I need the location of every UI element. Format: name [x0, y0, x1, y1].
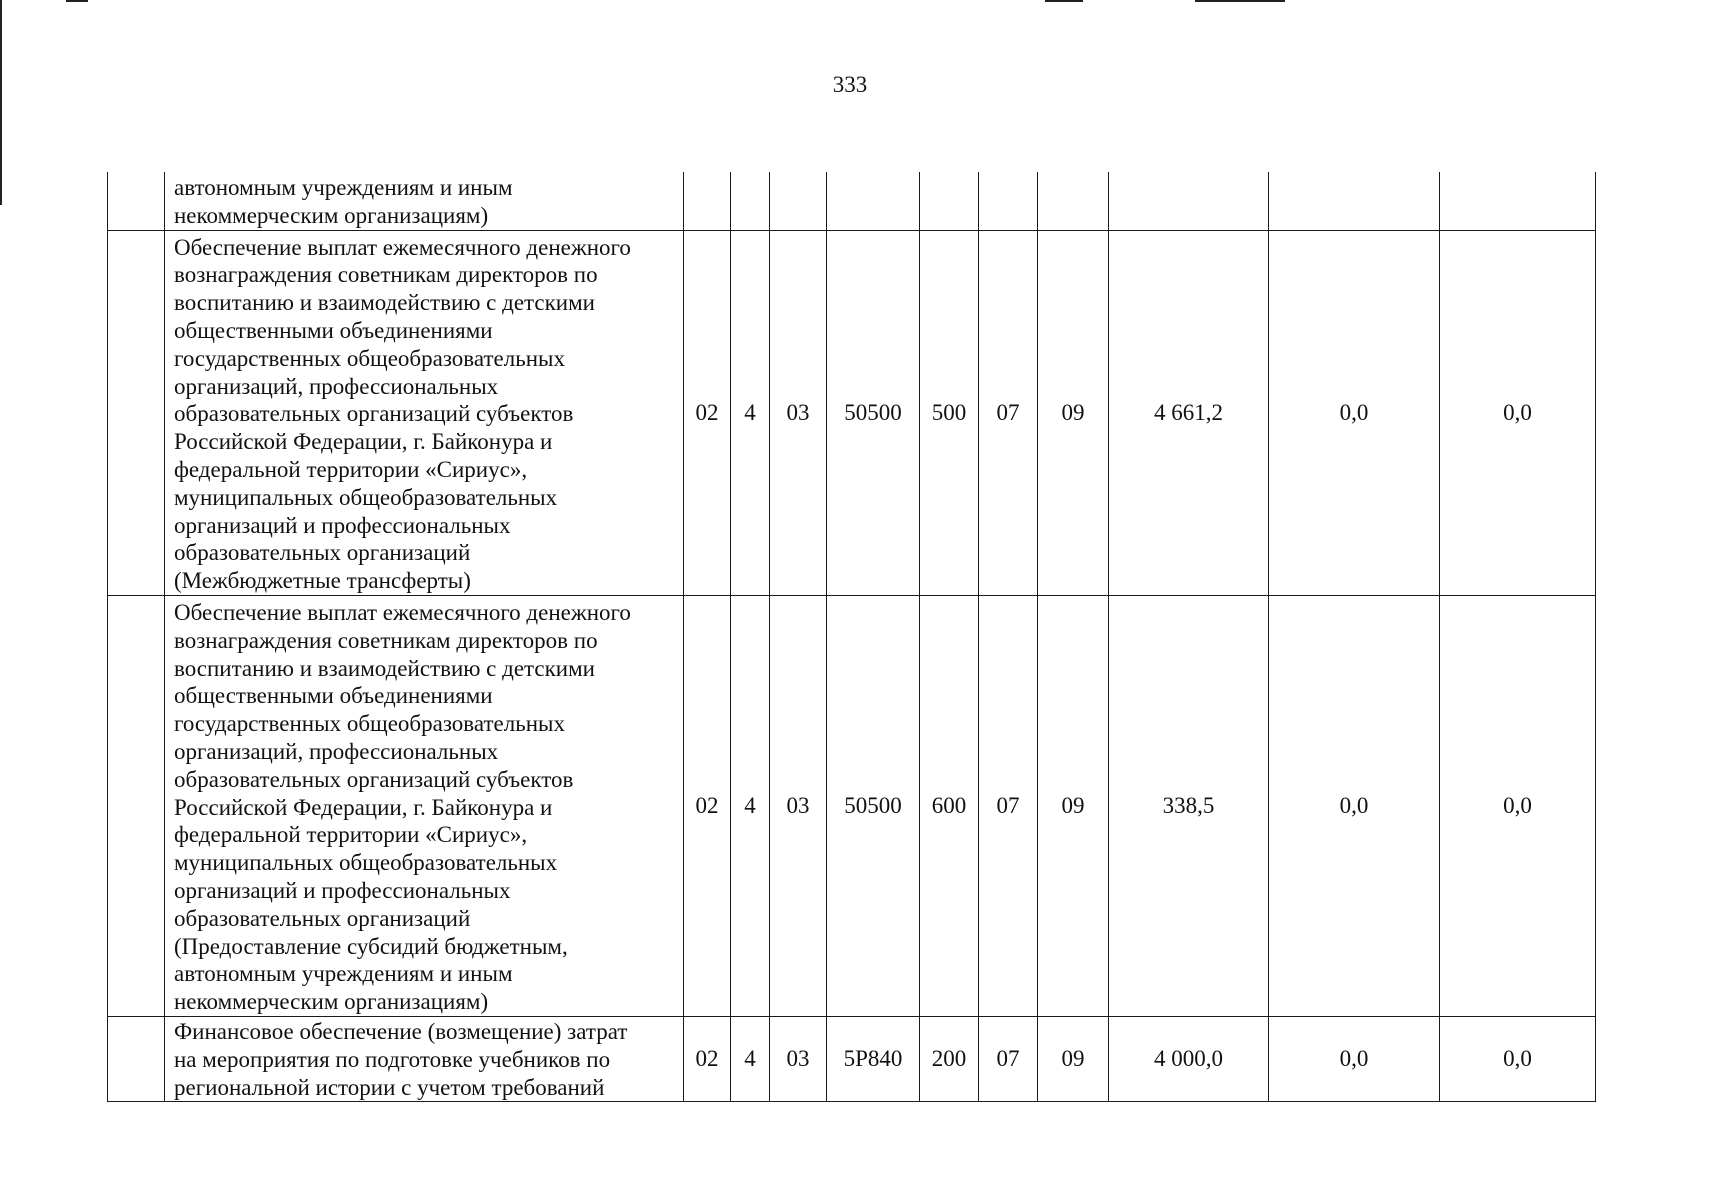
amount-year-2-cell: 0,0 [1269, 230, 1440, 595]
description-line: региональной истории с учетом требований [174, 1074, 605, 1100]
kbk-chapter-cell: 07 [979, 1016, 1038, 1101]
description-line: организаций, профессиональных [174, 738, 499, 764]
description-line: на мероприятия по подготовке учебников по [174, 1046, 611, 1072]
kbk-chapter-cell: 07 [979, 230, 1038, 595]
table-body [108, 172, 1596, 1102]
description-line: муниципальных общеобразовательных [174, 850, 558, 876]
expense-type-cell: 200 [920, 1016, 979, 1101]
description-line: организаций, профессиональных [174, 373, 499, 399]
expense-type-cell: 500 [920, 230, 979, 595]
description-line: (Предоставление субсидий бюджетным, [174, 933, 568, 959]
description-cell [165, 172, 684, 230]
kbk-subsection-cell [731, 172, 770, 230]
row-index-cell [108, 595, 165, 1016]
description-line: Российской Федерации, г. Байконура и [174, 429, 553, 455]
amount-year-1-cell: 338,5 [1109, 595, 1269, 1016]
amount-year-2-cell: 0,0 [1269, 595, 1440, 1016]
kbk-chapter-cell [979, 172, 1038, 230]
description-line: Обеспечение выплат ежемесячного денежного [174, 599, 631, 625]
description-line: организаций и профессиональных [174, 877, 511, 903]
description-line: воспитанию и взаимодействию с детскими [174, 290, 595, 316]
description-line: образовательных организаций [174, 905, 471, 931]
description-line: вознаграждения советникам директоров по [174, 627, 598, 653]
amount-year-2-cell: 0,0 [1269, 1016, 1440, 1101]
scan-top-edge-mark [66, 0, 88, 2]
description-line: автономным учреждениям и иным [174, 175, 513, 200]
description-cell [165, 1016, 684, 1101]
amount-year-3-cell: 0,0 [1440, 230, 1596, 595]
amount-year-3-cell: 0,0 [1440, 1016, 1596, 1101]
kbk-program-cell [770, 172, 827, 230]
kbk-subchapter-cell: 09 [1038, 230, 1109, 595]
table-row [108, 172, 1596, 230]
description-line: государственных общеобразовательных [174, 711, 565, 737]
scan-top-edge-mark [1195, 0, 1285, 2]
kbk-program-cell: 03 [770, 1016, 827, 1101]
kbk-program-cell: 03 [770, 230, 827, 595]
budget-allocation-table [107, 172, 1596, 1102]
kbk-section-cell [684, 172, 731, 230]
kbk-subchapter-cell: 09 [1038, 595, 1109, 1016]
description-line: автономным учреждениям и иным [174, 961, 513, 987]
table-row [108, 230, 1596, 595]
description-line: муниципальных общеобразовательных [174, 484, 558, 510]
page-number: 333 [832, 72, 868, 97]
description-line: общественными объединениями [174, 317, 493, 343]
kbk-article-cell: 5Р840 [827, 1016, 920, 1101]
description-line: образовательных организаций [174, 540, 471, 566]
description-line: образовательных организаций субъектов [174, 766, 574, 792]
kbk-section-cell: 02 [684, 595, 731, 1016]
amount-year-1-cell [1109, 172, 1269, 230]
row-index-cell [108, 1016, 165, 1101]
row-index-cell [108, 172, 165, 230]
amount-year-3-cell: 0,0 [1440, 595, 1596, 1016]
description-line: общественными объединениями [174, 683, 493, 709]
description-line: некоммерческим организациям) [174, 202, 489, 228]
description-line: государственных общеобразовательных [174, 345, 565, 371]
kbk-section-cell: 02 [684, 1016, 731, 1101]
scan-top-edge-mark [1045, 0, 1083, 2]
expense-type-cell: 600 [920, 595, 979, 1016]
kbk-subchapter-cell [1038, 172, 1109, 230]
row-index-cell [108, 230, 165, 595]
kbk-section-cell: 02 [684, 230, 731, 595]
description-line: воспитанию и взаимодействию с детскими [174, 655, 595, 681]
kbk-article-cell: 50500 [827, 230, 920, 595]
kbk-chapter-cell: 07 [979, 595, 1038, 1016]
table-row [108, 1016, 1596, 1101]
amount-year-1-cell: 4 661,2 [1109, 230, 1269, 595]
description-line: некоммерческим организациям) [174, 989, 489, 1015]
description-line: Обеспечение выплат ежемесячного денежного [174, 234, 631, 260]
kbk-subsection-cell: 4 [731, 230, 770, 595]
amount-year-1-cell: 4 000,0 [1109, 1016, 1269, 1101]
description-line: федеральной территории «Сириус», [174, 822, 528, 848]
table-row [108, 595, 1596, 1016]
description-cell [165, 595, 684, 1016]
description-line: вознаграждения советникам директоров по [174, 262, 598, 288]
description-line: Финансовое обеспечение (возмещение) затрат [174, 1018, 628, 1044]
kbk-subsection-cell: 4 [731, 595, 770, 1016]
kbk-article-cell [827, 172, 920, 230]
description-cell [165, 230, 684, 595]
description-line: организаций и профессиональных [174, 512, 511, 538]
description-line: федеральной территории «Сириус», [174, 456, 528, 482]
kbk-subsection-cell: 4 [731, 1016, 770, 1101]
description-line: Российской Федерации, г. Байконура и [174, 794, 553, 820]
expense-type-cell [920, 172, 979, 230]
kbk-subchapter-cell: 09 [1038, 1016, 1109, 1101]
kbk-article-cell: 50500 [827, 595, 920, 1016]
amount-year-2-cell [1269, 172, 1440, 230]
description-line: образовательных организаций субъектов [174, 401, 574, 427]
description-line: (Межбюджетные трансферты) [174, 568, 471, 594]
scan-left-edge-mark [0, 0, 2, 205]
amount-year-3-cell [1440, 172, 1596, 230]
kbk-program-cell: 03 [770, 595, 827, 1016]
